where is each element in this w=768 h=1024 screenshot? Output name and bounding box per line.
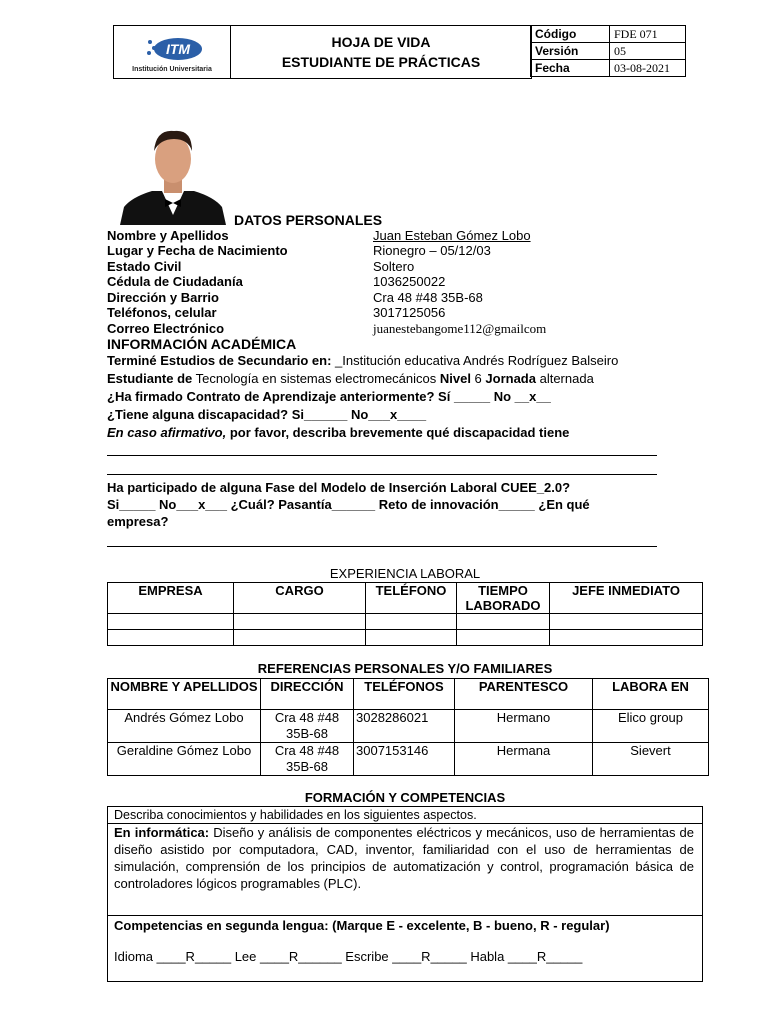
cuee-line-3: empresa? xyxy=(107,514,169,529)
references-section-title: REFERENCIAS PERSONALES Y/O FAMILIARES xyxy=(257,661,553,676)
title-line-1: HOJA DE VIDA xyxy=(331,34,431,50)
discapacidad-answer-line-2[interactable] xyxy=(107,474,657,475)
jornada-value: alternada xyxy=(535,371,594,386)
afirmativo-line xyxy=(107,425,569,441)
title-cell xyxy=(231,26,532,79)
personal-value[interactable]: juanestebangome112@gmailcom xyxy=(373,321,547,336)
lengua-label: Competencias en segunda lengua: (Marque E - excelente, B - bueno, R - regular) xyxy=(114,918,610,933)
discapacidad-question: ¿Tiene alguna discapacidad? Si______ No___x____ xyxy=(107,407,427,422)
afirmativo-italic: En caso afirmativo, xyxy=(107,425,227,440)
training-intro: Describa conocimientos y habilidades en los siguientes aspectos. xyxy=(114,808,477,822)
informatica-block xyxy=(114,824,694,892)
exp-cell[interactable] xyxy=(366,630,457,646)
exp-cell[interactable] xyxy=(234,614,366,630)
estudiante-label: Estudiante de xyxy=(107,371,193,386)
version-label: Versión xyxy=(531,43,610,60)
secundaria-line xyxy=(107,353,618,369)
ref-labora: Sievert xyxy=(593,743,709,776)
contrato-question: ¿Ha firmado Contrato de Aprendizaje anteriormente? Sí _____ No __x__ xyxy=(107,389,551,404)
ref-nombre: Geraldine Gómez Lobo xyxy=(108,743,261,776)
discapacidad-answer-line[interactable] xyxy=(107,455,657,456)
personal-label: Dirección y Barrio xyxy=(107,290,219,305)
informatica-text[interactable]: Diseño y análisis de componentes eléctricos y mecánicos, uso de herramientas de diseño asistido por computadora, CAD, inventor, familiaridad con el uso de herramientas de simulación, comprensión de los principios de automatización y control, programación básica de controladores lógicos programables (PLC). xyxy=(114,825,694,891)
academic-section-title: INFORMACIÓN ACADÉMICA xyxy=(107,336,297,352)
header-table xyxy=(113,25,532,79)
personal-value[interactable]: 3017125056 xyxy=(373,305,446,320)
table-row xyxy=(108,630,703,646)
estudiante-value: Tecnología en sistemas electromecánicos xyxy=(192,371,440,386)
exp-header-jefe: JEFE INMEDIATO xyxy=(550,583,703,614)
references-table xyxy=(107,678,709,776)
personal-label: Estado Civil xyxy=(107,259,182,274)
personal-value[interactable]: Cra 48 #48 35B-68 xyxy=(373,290,483,305)
exp-cell[interactable] xyxy=(457,614,550,630)
personal-value[interactable]: Soltero xyxy=(373,259,415,274)
personal-label: Teléfonos, celular xyxy=(107,305,217,320)
personal-section-title: DATOS PERSONALES xyxy=(234,212,383,228)
ref-direccion: Cra 48 #48 35B-68 xyxy=(261,743,354,776)
table-row xyxy=(108,743,709,776)
ref-parentesco: Hermana xyxy=(455,743,593,776)
estudiante-line xyxy=(107,371,594,387)
table-row xyxy=(108,614,703,630)
personal-value[interactable]: 1036250022 xyxy=(373,274,446,289)
personal-label: Nombre y Apellidos xyxy=(107,228,229,243)
ref-parentesco: Hermano xyxy=(455,710,593,743)
personal-label: Correo Electrónico xyxy=(107,321,225,336)
jornada-label: Jornada xyxy=(485,371,536,386)
exp-cell[interactable] xyxy=(366,614,457,630)
ref-header-parentesco: PARENTESCO xyxy=(455,679,593,710)
cuee-line-2: Si_____ No___x___ ¿Cuál? Pasantía______ Reto de innovación_____ ¿En qué xyxy=(107,497,590,512)
ref-header-labora: LABORA EN xyxy=(593,679,709,710)
ref-labora: Elico group xyxy=(593,710,709,743)
exp-cell[interactable] xyxy=(108,630,234,646)
personal-label: Cédula de Ciudadanía xyxy=(107,274,243,289)
logo-cell xyxy=(114,26,231,79)
training-section-title: FORMACIÓN Y COMPETENCIAS xyxy=(304,790,506,805)
ref-header-telefonos: TELÉFONOS xyxy=(354,679,455,710)
exp-cell[interactable] xyxy=(457,630,550,646)
exp-header-telefono: TELÉFONO xyxy=(366,583,457,614)
cuee-line-1: Ha participado de alguna Fase del Modelo de Inserción Laboral CUEE_2.0? xyxy=(107,480,571,495)
nivel-label: Nivel xyxy=(439,371,471,386)
version-value: 05 xyxy=(610,43,686,60)
ref-telefono: 3007153146 xyxy=(354,743,455,776)
idioma-line[interactable]: Idioma ____R_____ Lee ____R______ Escribe ____R_____ Habla ____R_____ xyxy=(114,949,583,964)
title-line-2: ESTUDIANTE DE PRÁCTICAS xyxy=(281,54,481,70)
afirmativo-rest: por favor, describa brevemente qué discapacidad tiene xyxy=(226,425,570,440)
table-row xyxy=(108,710,709,743)
secundaria-value: _Institución educativa Andrés Rodríguez Balseiro xyxy=(331,353,619,368)
logo-text: ITM xyxy=(165,41,191,57)
ref-telefono: 3028286021 xyxy=(354,710,455,743)
experience-section-title: EXPERIENCIA LABORAL xyxy=(329,566,481,581)
exp-cell[interactable] xyxy=(108,614,234,630)
ref-nombre: Andrés Gómez Lobo xyxy=(108,710,261,743)
personal-label: Lugar y Fecha de Nacimiento xyxy=(107,243,288,258)
personal-value[interactable]: Rionegro – 05/12/03 xyxy=(373,243,491,258)
informatica-label: En informática: xyxy=(114,825,210,840)
empresa-answer-line[interactable] xyxy=(107,546,657,547)
profile-photo xyxy=(118,125,228,225)
exp-cell[interactable] xyxy=(234,630,366,646)
secundaria-label: Terminé Estudios de Secundario en: xyxy=(107,353,332,368)
exp-cell[interactable] xyxy=(550,614,703,630)
exp-header-cargo: CARGO xyxy=(234,583,366,614)
meta-table xyxy=(530,25,686,77)
fecha-value: 03-08-2021 xyxy=(610,60,686,77)
ref-header-direccion: DIRECCIÓN xyxy=(261,679,354,710)
training-box xyxy=(107,806,703,982)
ref-direccion: Cra 48 #48 35B-68 xyxy=(261,710,354,743)
ref-header-nombre: NOMBRE Y APELLIDOS xyxy=(108,679,261,710)
codigo-label: Código xyxy=(531,26,610,43)
nivel-value: 6 xyxy=(470,371,486,386)
codigo-value: FDE 071 xyxy=(610,26,686,43)
experience-table xyxy=(107,582,703,646)
personal-value[interactable]: Juan Esteban Gómez Lobo xyxy=(373,228,531,243)
itm-logo-icon xyxy=(144,34,204,64)
exp-header-tiempo: TIEMPO LABORADO xyxy=(457,583,550,614)
fecha-label: Fecha xyxy=(531,60,610,77)
logo-subtitle: Institución Universitaria xyxy=(132,66,212,73)
exp-cell[interactable] xyxy=(550,630,703,646)
exp-header-empresa: EMPRESA xyxy=(108,583,234,614)
